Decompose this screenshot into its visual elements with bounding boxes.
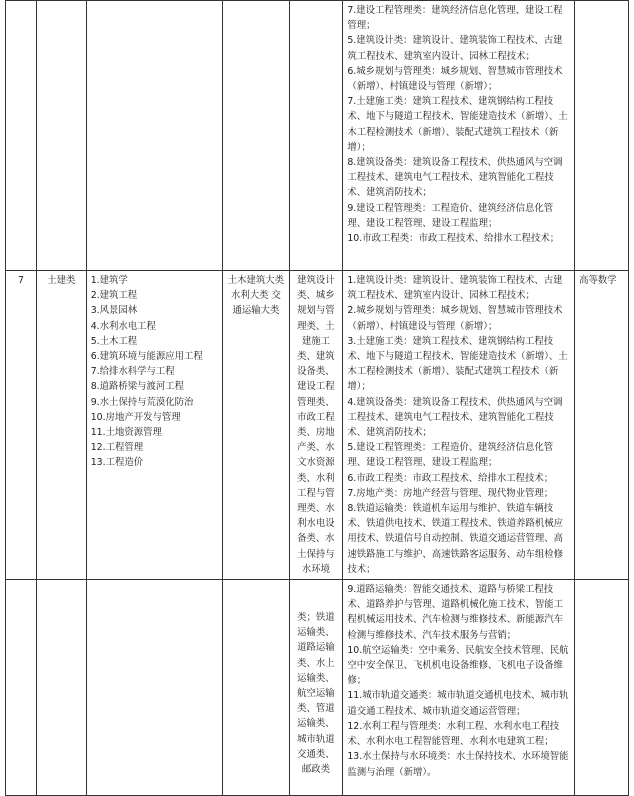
extended-item: 12.水利工程与管理类：水利工程、水利水电工程技术、水利水电工程智能管理、水利水电建筑工程； <box>347 720 560 748</box>
extended-majors-cell <box>343 580 575 796</box>
extended-item: 7.建设工程管理类：建筑经济信息化管理、建设工程管理； <box>347 5 563 32</box>
extended-item: 9.道路运输类：智能交通技术、道路与桥梁工程技术、道路养护与管理、道路机械化施工技术、智能工程机械运用技术、汽车检测与维修技术、新能源汽车检测与维修技术、汽车技术服务与营销； <box>347 584 563 641</box>
extended-item: 8.铁道运输类：铁道机车运用与维护、铁道车辆技术、铁道供电技术、铁道工程技术、铁道养路机械应用技术、铁道信号自动控制、铁道交通运营管理、高速铁路施工与维护、高速铁路客运服务、动车组检修技术； <box>347 503 563 575</box>
major-item: 8.道路桥梁与渡河工程 <box>90 381 185 393</box>
subject-cell <box>575 1 629 271</box>
major-item: 13.工程造价 <box>90 457 144 469</box>
majors-cell <box>86 271 223 580</box>
extended-item: 10.航空运输类：空中乘务、民航安全技术管理、民航空中安全保卫、飞机机电设备维修、飞机电子设备维修； <box>347 644 569 687</box>
major-item: 5.土木工程 <box>90 335 138 347</box>
vocational-cats-cell: 建筑设计类、城乡规划与管理类、土建施工类、建筑设备类、建设工程管理类、市政工程类、房地产类、水文水资源类、水利工程与管理类、水利水电设备类、水土保持与水环境 <box>289 271 343 580</box>
extended-item: 5.建设工程管理类：工程造价、建筑经济信息化管理、建设工程管理、建设工程监理； <box>347 442 554 469</box>
extended-item: 7.房地产类：房地产经营与管理、现代物业管理； <box>347 487 554 499</box>
extended-majors-cell <box>343 271 575 580</box>
major-item: 11.土地资源管理 <box>90 427 162 439</box>
extended-item: 6.城乡规划与管理类：城乡规划、智慧城市管理技术（新增）、村镇建设与管理（新增）； <box>347 65 563 93</box>
number-cell <box>6 580 37 796</box>
number-cell <box>6 1 37 271</box>
vocational-cats-cell: 类；铁道运输类、道路运输类、水上运输类、航空运输类、管道运输类、城市轨道交通类、邮政类 <box>289 580 343 796</box>
major-item: 1.建筑学 <box>90 275 128 286</box>
majors-cell <box>86 1 223 271</box>
table-row-continued-bottom <box>6 580 629 796</box>
category-cell <box>37 1 87 271</box>
undergrad-cats-cell <box>223 580 289 796</box>
major-table <box>5 0 629 796</box>
major-item: 10.房地产开发与管理 <box>90 411 181 423</box>
extended-item: 10.市政工程类：市政工程技术、给排水工程技术； <box>347 233 560 245</box>
extended-majors-cell <box>343 1 575 271</box>
extended-item: 13.水土保持与水环境类：水土保持技术、水环境智能监测与治理（新增）。 <box>347 751 569 778</box>
vocational-cats-cell <box>289 1 343 271</box>
extended-item: 8.建筑设备类：建筑设备工程技术、供热通风与空调工程技术、建筑电气工程技术、建筑智能化工程技术、建筑消防技术； <box>347 157 563 199</box>
extended-item: 1.建筑设计类：建筑设计、建筑装饰工程技术、古建筑工程技术、建筑室内设计、园林工程技术； <box>347 275 563 302</box>
category-cell: 土建类 <box>37 271 87 580</box>
majors-cell <box>86 580 223 796</box>
major-item: 6.建筑环境与能源应用工程 <box>90 351 203 363</box>
extended-item: 11.城市轨道交通类：城市轨道交通机电技术、城市轨道交通工程技术、城市轨道交通运营管理； <box>347 690 569 717</box>
major-item: 2.建筑工程 <box>90 290 138 302</box>
category-cell <box>37 580 87 796</box>
extended-item: 2.城乡规划与管理类：城乡规划、智慧城市管理技术（新增）、村镇建设与管理（新增）； <box>347 305 563 332</box>
extended-item: 5.建筑设计类：建筑设计、建筑装饰工程技术、古建筑工程技术、建筑室内设计、园林工程技术； <box>347 35 563 62</box>
table-row-7 <box>6 271 629 580</box>
undergrad-cats-cell <box>223 1 289 271</box>
extended-item: 9.建设工程管理类：工程造价、建筑经济信息化管理、建设工程管理、建设工程监理； <box>347 202 554 229</box>
major-item: 9.水土保持与荒漠化防治 <box>90 396 194 408</box>
table-row-continued <box>6 1 629 271</box>
major-item: 3.风景园林 <box>90 305 138 317</box>
major-item: 12.工程管理 <box>90 442 144 454</box>
extended-item: 3.土建施工类：建筑工程技术、建筑钢结构工程技术、地下与隧道工程技术、智能建造技术（新增）、土木工程检测技术（新增）、装配式建筑工程技术（新增）； <box>347 335 568 393</box>
extended-item: 4.建筑设备类：建筑设备工程技术、供热通风与空调工程技术、建筑电气工程技术、建筑智能化工程技术、建筑消防技术； <box>347 396 563 439</box>
subject-cell <box>575 580 629 796</box>
major-item: 4.水利水电工程 <box>90 320 156 332</box>
extended-item: 6.市政工程类：市政工程技术、给排水工程技术； <box>347 472 554 484</box>
extended-item: 7.土建施工类：建筑工程技术、建筑钢结构工程技术、地下与隧道工程技术、智能建造技术（新增）、土木工程检测技术（新增）、装配式建筑工程技术（新增）； <box>347 96 568 153</box>
subject-cell: 高等数学 <box>575 271 629 580</box>
major-item: 7.给排水科学与工程 <box>90 366 175 378</box>
number-cell: 7 <box>6 271 37 580</box>
undergrad-cats-cell: 土木建筑大类 水利大类 交通运输大类 <box>223 271 289 580</box>
